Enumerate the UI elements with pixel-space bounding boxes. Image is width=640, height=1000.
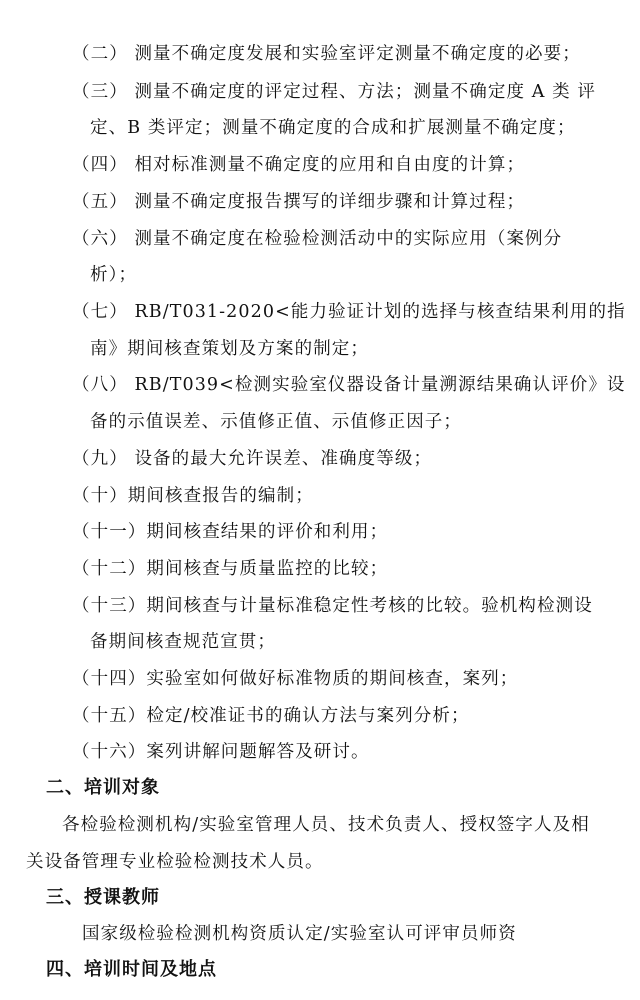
list-item: （十一）期间核查结果的评价和利用； (72, 522, 389, 542)
list-item-continuation: 析）； (90, 265, 138, 285)
list-item: （九） 设备的最大允许误差、准确度等级； (72, 449, 433, 469)
list-item: （十四）实验室如何做好标准物质的期间核查，案列； (72, 669, 519, 689)
paragraph-line: 各检验检测机构/实验室管理人员、技术负责人、授权签字人及相 (62, 815, 590, 835)
section-heading: 四、培训时间及地点 (46, 959, 217, 980)
list-item-continuation: 南》期间核查策划及方案的制定； (90, 339, 369, 359)
list-item: （十六）案列讲解问题解答及研讨。 (72, 742, 370, 762)
paragraph-line: 关设备管理专业检验检测技术人员。 (26, 852, 324, 872)
list-item: （七） RB/T031-2020<能力验证计划的选择与核查结果利用的指 (72, 302, 626, 322)
list-item: （十二）期间核查与质量监控的比较； (72, 559, 389, 579)
list-item: （十）期间核查报告的编制； (72, 486, 314, 506)
list-item-continuation: 定、B 类评定；测量不确定度的合成和扩展测量不确定度； (90, 118, 576, 138)
list-item-continuation: 备的示值误差、示值修正值、示值修正因子； (90, 412, 462, 432)
list-item: （十三）期间核查与计量标准稳定性考核的比较。验机构检测设 (72, 596, 593, 616)
list-item: （六） 测量不确定度在检验检测活动中的实际应用（案例分 (72, 229, 563, 249)
section-heading: 三、授课教师 (46, 887, 160, 908)
list-item: （四） 相对标准测量不确定度的应用和自由度的计算； (72, 155, 526, 175)
list-item: （十五）检定/校准证书的确认方法与案列分析； (72, 706, 470, 726)
list-item: （二） 测量不确定度发展和实验室评定测量不确定度的必要； (72, 44, 581, 64)
list-item-continuation: 备期间核查规范宣贯； (90, 632, 276, 652)
list-item: （三） 测量不确定度的评定过程、方法；测量不确定度 A 类 评 (72, 82, 596, 102)
list-item: （五） 测量不确定度报告撰写的详细步骤和计算过程； (72, 192, 526, 212)
list-item: （八） RB/T039<检测实验室仪器设备计量溯源结果确认评价》设 (72, 375, 626, 395)
section-heading: 二、培训对象 (46, 777, 160, 798)
paragraph-line: 国家级检验检测机构资质认定/实验室认可评审员师资 (82, 924, 517, 944)
